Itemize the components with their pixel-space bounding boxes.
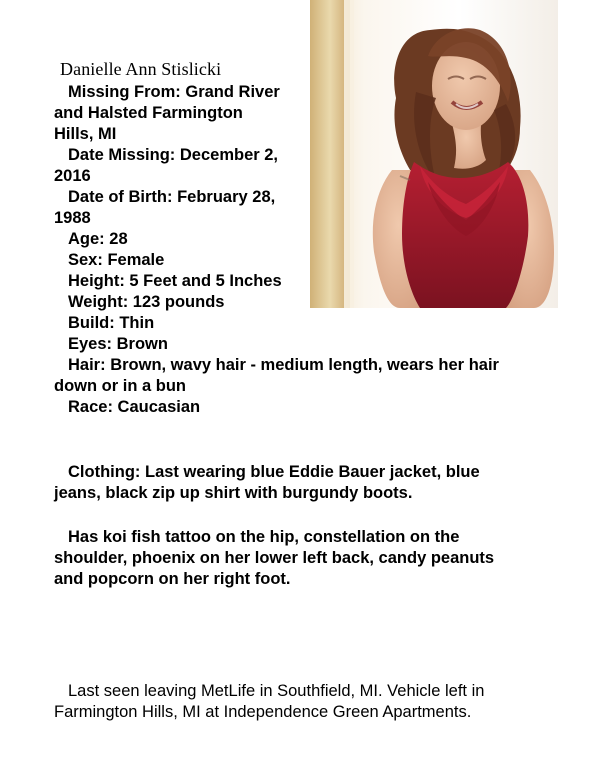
missing-from-label: Missing From: [68,83,181,101]
dob-value: February 28, [177,188,276,206]
age-label: Age: [68,230,105,248]
missing-from-line-1 [54,82,554,103]
clothing-section [54,462,554,504]
age-line [54,229,554,250]
eyes-line [54,334,554,355]
missing-from-value: Grand River [185,83,280,101]
weight-value: 123 pounds [132,293,225,311]
last-seen-line-1: Last seen leaving MetLife in Southfield, MI. Vehicle left in [68,682,485,700]
hair-line-1 [54,355,554,376]
tattoos-line-3: and popcorn on her right foot. [54,570,291,588]
weight-line [54,292,554,313]
dob-label: Date of Birth: [68,188,173,206]
hair-line-2: down or in a bun [54,377,186,395]
person-name: Danielle Ann Stislicki [60,59,222,79]
weight-label: Weight: [68,293,129,311]
age-value: 28 [109,230,128,248]
clothing-label: Clothing: [68,463,141,481]
missing-from-line-2: and Halsted Farmington [54,104,243,122]
race-label: Race: [68,398,113,416]
height-value: 5 Feet and 5 Inches [129,272,282,290]
dob-line-1 [54,187,554,208]
tattoos-line-2: shoulder, phoenix on her lower left back, candy peanuts [54,549,495,567]
build-line [54,313,554,334]
sex-label: Sex: [68,251,103,269]
tattoos-section [54,527,574,590]
build-label: Build: [68,314,115,332]
date-missing-label: Date Missing: [68,146,176,164]
eyes-value: Brown [116,335,168,353]
clothing-line-2: jeans, black zip up shirt with burgundy boots. [54,484,413,502]
hair-value: Brown, wavy hair - medium length, wears her hair [110,356,499,374]
info-block [54,82,554,418]
clothing-line-1 [54,462,554,483]
date-missing-line-2: 2016 [54,167,91,185]
missing-from-line-3: Hills, MI [54,125,117,143]
sex-value: Female [107,251,165,269]
sex-line [54,250,554,271]
height-line [54,271,554,292]
date-missing-value: December 2, [179,146,279,164]
last-seen-line-2: Farmington Hills, MI at Independence Green Apartments. [54,703,472,721]
build-value: Thin [119,314,155,332]
race-value: Caucasian [117,398,201,416]
clothing-text-1: Last wearing blue Eddie Bauer jacket, blue [144,463,480,481]
race-line [54,397,554,418]
dob-line-2: 1988 [54,209,91,227]
last-seen-section [54,681,574,723]
height-label: Height: [68,272,125,290]
date-missing-line-1 [54,145,554,166]
eyes-label: Eyes: [68,335,113,353]
tattoos-line-1: Has koi fish tattoo on the hip, constellation on the [68,528,460,546]
hair-label: Hair: [68,356,106,374]
